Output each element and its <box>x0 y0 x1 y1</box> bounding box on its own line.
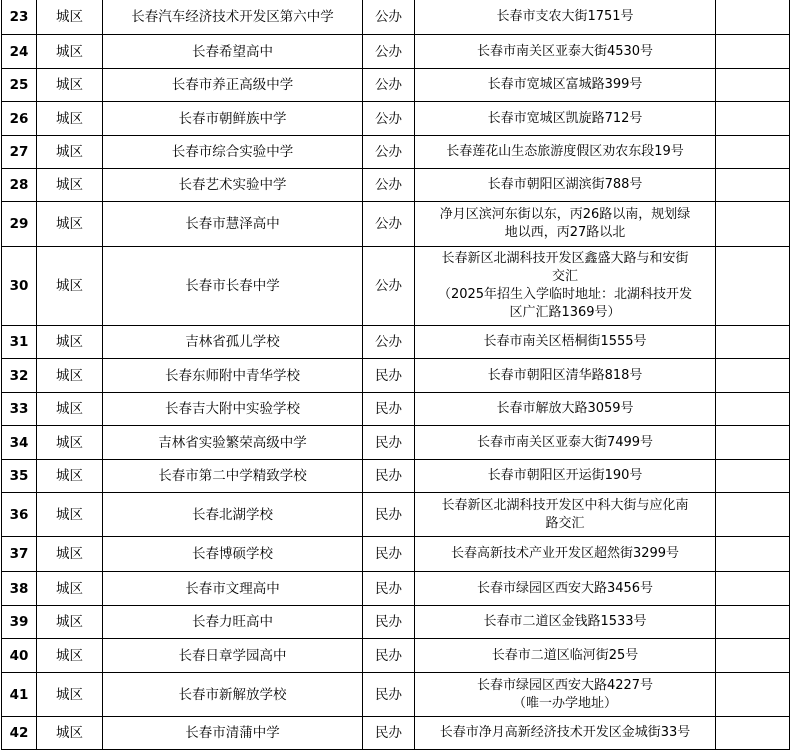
area-cell: 城区 <box>37 639 103 673</box>
address-line: 长春新区北湖科技开发区中科大街与应化南 <box>441 497 689 513</box>
area-cell: 城区 <box>37 572 103 606</box>
school-type-cell: 民办 <box>363 460 415 493</box>
table-row <box>2 393 790 426</box>
address-cell <box>415 169 716 202</box>
row-number-cell: 39 <box>2 606 37 639</box>
school-name-cell: 长春市朝鲜族中学 <box>103 102 363 136</box>
address-cell <box>415 393 716 426</box>
school-table-container <box>1 0 790 750</box>
school-name-cell: 长春东师附中青华学校 <box>103 359 363 393</box>
note-cell <box>716 35 790 69</box>
area-cell: 城区 <box>37 169 103 202</box>
school-type-cell: 公办 <box>363 169 415 202</box>
address-line: 长春市宽城区富城路399号 <box>487 77 643 92</box>
area-cell: 城区 <box>37 426 103 460</box>
note-cell <box>716 359 790 393</box>
school-type-cell: 民办 <box>363 393 415 426</box>
row-number-cell: 26 <box>2 102 37 136</box>
note-cell <box>716 606 790 639</box>
row-number-cell: 42 <box>2 717 37 750</box>
address-cell <box>415 247 716 326</box>
row-number-cell: 38 <box>2 572 37 606</box>
table-row <box>2 102 790 136</box>
school-name-cell: 长春北湖学校 <box>103 493 363 537</box>
area-cell: 城区 <box>37 717 103 750</box>
table-row <box>2 460 790 493</box>
address-line: 长春市南关区梧桐街1555号 <box>483 334 647 349</box>
address-cell <box>415 493 716 537</box>
school-name-cell: 长春艺术实验中学 <box>103 169 363 202</box>
school-name-cell: 长春汽车经济技术开发区第六中学 <box>103 0 363 35</box>
area-cell: 城区 <box>37 202 103 247</box>
area-cell: 城区 <box>37 359 103 393</box>
address-line: 长春市绿园区西安大路3456号 <box>476 580 654 596</box>
note-cell <box>716 69 790 102</box>
address-line: （2025年招生入学临时地址：北湖科技开发 <box>437 287 693 302</box>
address-line: 长春市南关区亚泰大街7499号 <box>476 434 654 450</box>
note-cell <box>716 537 790 572</box>
note-cell <box>716 639 790 673</box>
row-number-cell: 27 <box>2 136 37 169</box>
school-type-cell: 民办 <box>363 359 415 393</box>
address-line: 长春市解放大路3059号 <box>496 401 634 416</box>
school-type-cell: 公办 <box>363 326 415 359</box>
row-number-cell: 30 <box>2 247 37 326</box>
address-line: 长春高新技术产业开发区超然街3299号 <box>450 546 680 561</box>
note-cell <box>716 0 790 35</box>
row-number-cell: 24 <box>2 35 37 69</box>
school-type-cell: 民办 <box>363 606 415 639</box>
row-number-cell: 32 <box>2 359 37 393</box>
address-line: 长春市朝阳区湖滨街788号 <box>487 177 643 192</box>
note-cell <box>716 393 790 426</box>
school-name-cell: 长春市文理高中 <box>103 572 363 606</box>
address-cell <box>415 606 716 639</box>
address-line: 交汇 <box>551 269 578 284</box>
school-name-cell: 长春市新解放学校 <box>103 673 363 717</box>
address-line: 长春新区北湖科技开发区鑫盛大路与和安街 <box>441 251 689 266</box>
address-line: 长春市支农大街1751号 <box>496 8 634 24</box>
table-row <box>2 202 790 247</box>
note-cell <box>716 136 790 169</box>
address-line: 长春市二道区金钱路1533号 <box>483 614 647 629</box>
table-row <box>2 673 790 717</box>
school-name-cell: 长春博硕学校 <box>103 537 363 572</box>
school-type-cell: 公办 <box>363 136 415 169</box>
area-cell: 城区 <box>37 35 103 69</box>
address-line: 长春市净月高新经济技术开发区金城街33号 <box>439 725 691 740</box>
school-name-cell: 长春希望高中 <box>103 35 363 69</box>
note-cell <box>716 426 790 460</box>
address-line: 长春市南关区亚泰大街4530号 <box>476 43 654 59</box>
table-row <box>2 35 790 69</box>
row-number-cell: 31 <box>2 326 37 359</box>
row-number-cell: 23 <box>2 0 37 35</box>
note-cell <box>716 169 790 202</box>
school-type-cell: 民办 <box>363 537 415 572</box>
address-cell <box>415 572 716 606</box>
note-cell <box>716 717 790 750</box>
area-cell: 城区 <box>37 493 103 537</box>
school-name-cell: 长春市清蒲中学 <box>103 717 363 750</box>
table-row <box>2 0 790 35</box>
school-name-cell: 吉林省实验繁荣高级中学 <box>103 426 363 460</box>
table-row <box>2 426 790 460</box>
area-cell: 城区 <box>37 247 103 326</box>
note-cell <box>716 247 790 326</box>
table-row <box>2 639 790 673</box>
school-name-cell: 长春吉大附中实验学校 <box>103 393 363 426</box>
address-line: 长春市朝阳区开运街190号 <box>487 468 643 483</box>
area-cell: 城区 <box>37 606 103 639</box>
row-number-cell: 37 <box>2 537 37 572</box>
address-cell <box>415 537 716 572</box>
address-cell <box>415 460 716 493</box>
note-cell <box>716 202 790 247</box>
school-type-cell: 民办 <box>363 493 415 537</box>
row-number-cell: 29 <box>2 202 37 247</box>
address-line: 长春市二道区临河街25号 <box>491 647 639 663</box>
address-cell <box>415 639 716 673</box>
note-cell <box>716 572 790 606</box>
area-cell: 城区 <box>37 69 103 102</box>
school-name-cell: 长春市养正高级中学 <box>103 69 363 102</box>
school-name-cell: 吉林省孤儿学校 <box>103 326 363 359</box>
address-cell <box>415 35 716 69</box>
address-line: 路交汇 <box>545 515 585 531</box>
table-row <box>2 136 790 169</box>
address-line: 长春市绿园区西安大路4227号 <box>476 677 654 693</box>
school-type-cell: 公办 <box>363 102 415 136</box>
area-cell: 城区 <box>37 460 103 493</box>
table-row <box>2 247 790 326</box>
address-cell <box>415 717 716 750</box>
address-line: 区广汇路1369号） <box>509 305 621 320</box>
school-name-cell: 长春市慧泽高中 <box>103 202 363 247</box>
table-row <box>2 169 790 202</box>
row-number-cell: 34 <box>2 426 37 460</box>
area-cell: 城区 <box>37 537 103 572</box>
address-cell <box>415 69 716 102</box>
school-type-cell: 民办 <box>363 673 415 717</box>
school-type-cell: 公办 <box>363 69 415 102</box>
school-table <box>1 0 790 750</box>
note-cell <box>716 493 790 537</box>
table-row <box>2 537 790 572</box>
school-type-cell: 公办 <box>363 202 415 247</box>
area-cell: 城区 <box>37 673 103 717</box>
table-row <box>2 69 790 102</box>
address-cell <box>415 0 716 35</box>
school-name-cell: 长春力旺高中 <box>103 606 363 639</box>
note-cell <box>716 326 790 359</box>
row-number-cell: 36 <box>2 493 37 537</box>
row-number-cell: 25 <box>2 69 37 102</box>
school-name-cell: 长春市第二中学精致学校 <box>103 460 363 493</box>
note-cell <box>716 102 790 136</box>
address-line: 净月区滨河东街以东，丙26路以南，规划绿 <box>439 207 691 222</box>
school-type-cell: 公办 <box>363 247 415 326</box>
row-number-cell: 33 <box>2 393 37 426</box>
area-cell: 城区 <box>37 0 103 35</box>
area-cell: 城区 <box>37 102 103 136</box>
area-cell: 城区 <box>37 326 103 359</box>
table-row <box>2 493 790 537</box>
address-cell <box>415 326 716 359</box>
address-cell <box>415 136 716 169</box>
school-type-cell: 民办 <box>363 639 415 673</box>
address-cell <box>415 673 716 717</box>
table-row <box>2 326 790 359</box>
address-line: 地以西，丙27路以北 <box>504 225 626 240</box>
address-line: 长春市宽城区凯旋路712号 <box>487 110 643 126</box>
row-number-cell: 41 <box>2 673 37 717</box>
note-cell <box>716 673 790 717</box>
table-row <box>2 606 790 639</box>
address-line: 长春莲花山生态旅游度假区劝农东段19号 <box>446 144 684 159</box>
row-number-cell: 40 <box>2 639 37 673</box>
school-type-cell: 民办 <box>363 426 415 460</box>
table-row <box>2 359 790 393</box>
school-type-cell: 公办 <box>363 35 415 69</box>
school-name-cell: 长春市综合实验中学 <box>103 136 363 169</box>
school-name-cell: 长春日章学园高中 <box>103 639 363 673</box>
school-type-cell: 公办 <box>363 0 415 35</box>
address-cell <box>415 202 716 247</box>
school-table-body <box>2 0 790 750</box>
school-type-cell: 民办 <box>363 572 415 606</box>
school-type-cell: 民办 <box>363 717 415 750</box>
table-row <box>2 717 790 750</box>
school-name-cell: 长春市长春中学 <box>103 247 363 326</box>
row-number-cell: 35 <box>2 460 37 493</box>
address-cell <box>415 359 716 393</box>
area-cell: 城区 <box>37 393 103 426</box>
address-cell <box>415 426 716 460</box>
address-line: （唯一办学地址） <box>512 695 617 711</box>
note-cell <box>716 460 790 493</box>
area-cell: 城区 <box>37 136 103 169</box>
row-number-cell: 28 <box>2 169 37 202</box>
address-cell <box>415 102 716 136</box>
address-line: 长春市朝阳区清华路818号 <box>487 367 643 383</box>
table-row <box>2 572 790 606</box>
